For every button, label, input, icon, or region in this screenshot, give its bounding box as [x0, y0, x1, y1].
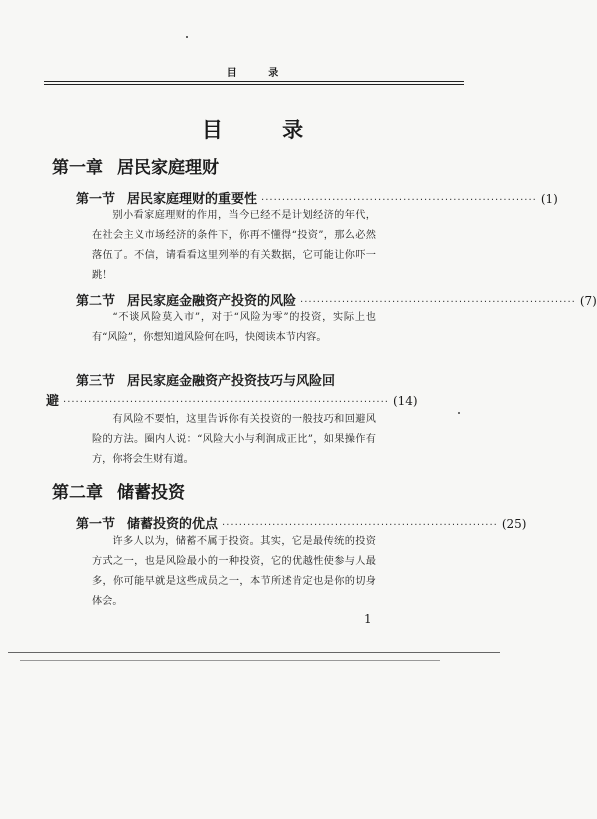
dot-leader: ·································································· — [261, 195, 537, 206]
chapter-number: 第二章 — [52, 483, 103, 503]
section-page: (14) — [392, 394, 418, 408]
section-description: 许多人以为，储蓄不属于投资。其实，它是最传统的投资方式之一，也是风险最小的一种投资，它的优越性使参与人最多，你可能早就是这些成员之一，本节所述肯定也是你的切身体会。 — [92, 536, 376, 607]
toc-entry[interactable] — [76, 188, 558, 207]
section-description: 别小看家庭理财的作用，当今已经不是计划经济的年代，在社会主义市场经济的条件下，你再不懂得“投资”，那么必然落伍了。不信，请看看这里列举的有关数据，它可能让你吓一跳！ — [92, 210, 376, 281]
dot-leader: ·································································· — [222, 520, 498, 531]
scan-speck — [458, 412, 460, 414]
scan-line — [8, 652, 500, 653]
running-head: 目 录 — [226, 68, 293, 79]
page-number: 1 — [364, 612, 372, 626]
chapter-number: 第一章 — [52, 158, 103, 178]
toc-entry[interactable] — [46, 370, 418, 409]
page-title: 目 录 — [201, 118, 330, 142]
section-title: 居民家庭金融资产投资的风险 — [127, 294, 297, 309]
section-title-line-2 — [46, 390, 418, 409]
section-description: “不谈风险莫入市”，对于“风险为零”的投资，实际上也有“风险”，你想知道风险何在吗，快阅读本节内容。 — [92, 312, 376, 343]
chapter-title: 储蓄投资 — [117, 483, 185, 503]
scan-speck — [186, 36, 188, 38]
chapter-heading — [52, 478, 185, 503]
section-title: 储蓄投资的优点 — [127, 517, 219, 532]
header-rule-top — [44, 81, 464, 82]
section-title-continued: 避 — [46, 394, 60, 409]
section-title: 居民家庭金融资产投资技巧与风险回 — [127, 374, 336, 389]
section-page: (25) — [501, 517, 527, 531]
dot-leader: ·································································· — [300, 297, 576, 308]
header-rule-bottom — [44, 84, 464, 85]
scan-line — [20, 660, 440, 661]
section-title-line-1 — [76, 370, 335, 389]
chapter-title: 居民家庭理财 — [117, 158, 219, 178]
section-number: 第二节 — [76, 294, 116, 309]
toc-entry[interactable] — [76, 513, 527, 532]
section-number: 第三节 — [76, 374, 116, 389]
section-page: (1) — [540, 192, 558, 206]
section-title: 居民家庭理财的重要性 — [127, 192, 258, 207]
section-number: 第一节 — [76, 517, 116, 532]
section-number: 第一节 — [76, 192, 116, 207]
section-page: (7) — [579, 294, 597, 308]
dot-leader: ·············································································· — [63, 397, 389, 408]
chapter-heading — [52, 153, 219, 178]
toc-entry[interactable] — [76, 290, 597, 309]
section-description: 有风险不要怕，这里告诉你有关投资的一般技巧和回避风险的方法。圈内人说：“风险大小与利润成正比”，如果操作有方，你将会生财有道。 — [92, 414, 376, 465]
